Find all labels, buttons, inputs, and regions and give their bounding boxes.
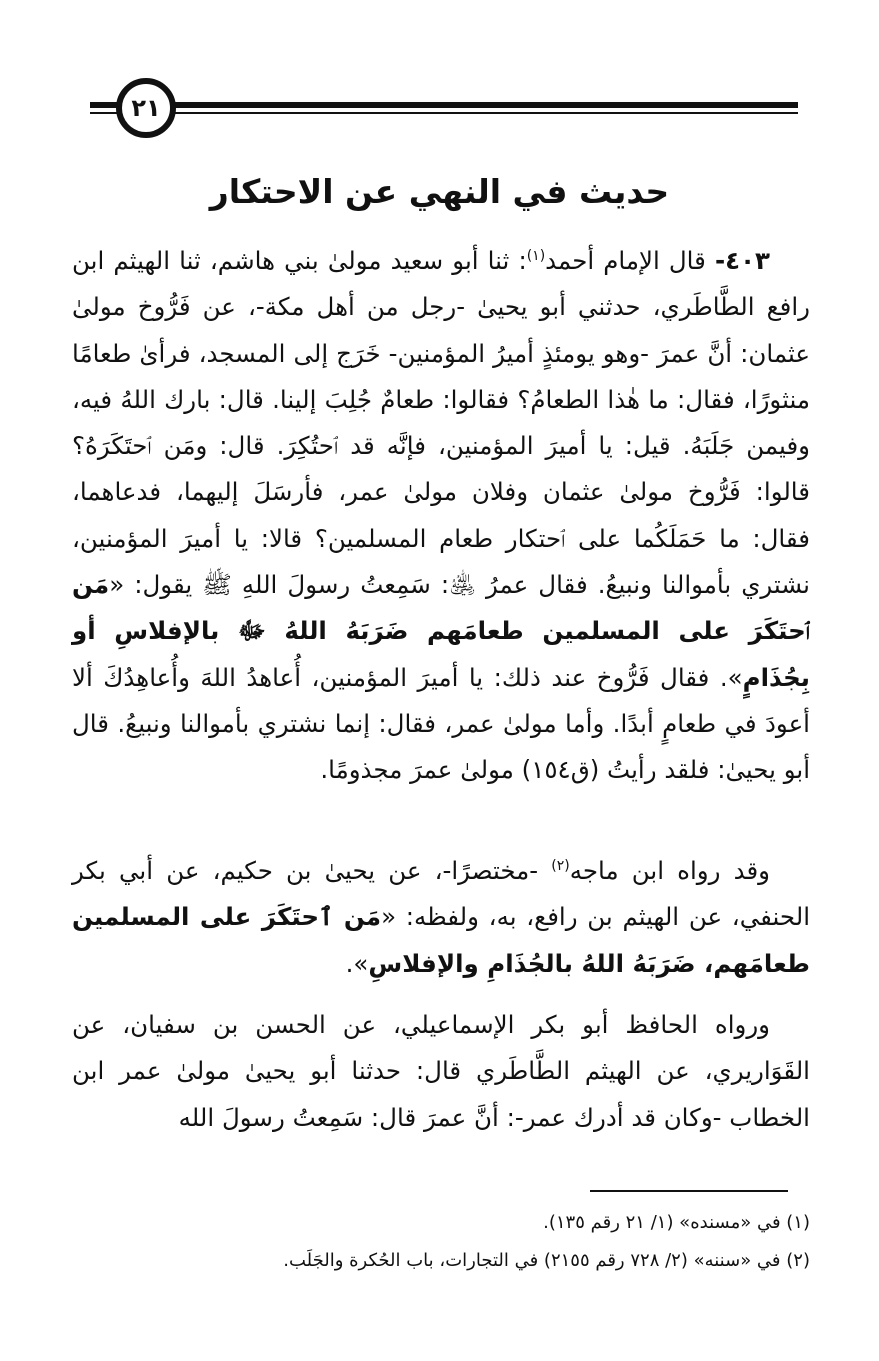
page-number-circle <box>116 78 176 138</box>
ibn-majah-paragraph <box>72 848 810 987</box>
header-rule-thin <box>90 112 798 114</box>
body-text: ». فقال فَرُّوخ عند ذلك: يا أميرَ المؤمنين، أُعاهدُ اللهَ وأُعاهِدُكَ ألا أعودَ في طعامٍ أبدًا. وأما مولىٰ عمر، فقال: إنما نشتري بأموالنا ونبيعُ. قال أبو يحيىٰ: فلقد رأيتُ (ق١٥٤) مولىٰ عمرَ مجذومًا. <box>72 662 810 785</box>
body-text: ». <box>345 948 369 978</box>
footnotes <box>72 1204 810 1280</box>
hadith-number: ٤٠٣- <box>714 246 770 275</box>
hadith-quote-text: مَن ٱحتَكَرَ على المسلمين طعامَهم ضَرَبَهُ اللهُ ﷻ بالإفلاسِ أو بِجُذَامٍ <box>72 570 810 692</box>
page-header <box>90 78 798 138</box>
body-text: وقد رواه ابن ماجه <box>569 856 770 885</box>
body-text: : ثنا أبو سعيد مولىٰ بني هاشم، ثنا الهيثم ابن رافع الطَّاطَري، حدثني أبو يحيىٰ -رجل من أهل مكة-، عن فَرُّوخ مولىٰ عثمان: أنَّ عمرَ -وهو يومئذٍ أميرُ المؤمنين- خَرَج إلى المسجد، فرأىٰ طعامًا منثورًا، فقال: ما هٰذا الطعامُ؟ فقالوا: طعامٌ جُلِبَ إلينا. قال: بارك اللهُ فيه، وفيمن جَلَبَهُ. قيل: يا أميرَ المؤمنين، فإنَّه قد ٱحتُكِرَ. قال: ومَن ٱحتَكَرَهُ؟ قالوا: فَرُّوخ مولىٰ عثمان وفلان مولىٰ عمر، فأرسَلَ إليهما، فدعاهما، فقال: ما حَمَلَكُما على ٱحتكار طعام المسلمين؟ قالا: يا أميرَ المؤمنين، نشتري بأموالنا ونبيعُ. فقال عمرُ ﵁: سَمِعتُ رسولَ اللهِ ﷺ يقول: « <box>72 246 810 600</box>
footnote-marker: (٢) <box>551 857 570 874</box>
body-text: -مختصرًا-، عن يحيىٰ بن حكيم، عن أبي بكر الحنفي، عن الهيثم بن رافع، به، ولفظه: « <box>72 856 811 932</box>
hadith-quote-text: مَن ٱحتَكَرَ على المسلمين طعامَهم، ضَرَبَهُ اللهُ بالجُذَامِ والإفلاسِ <box>72 902 810 978</box>
header-rule-thick <box>90 102 798 108</box>
paragraph-body: ورواه الحافظ أبو بكر الإسماعيلي، عن الحسن بن سفيان، عن القَوَاريري، عن الهيثم الطَّاطَري قال: حدثنا أبو يحيىٰ مولىٰ عمر ابن الخطاب -وكان قد أدرك عمر-: أنَّ عمرَ قال: سَمِعتُ رسولَ الله <box>72 1010 810 1132</box>
paragraph-body <box>72 238 810 794</box>
hadith-paragraph <box>72 238 810 794</box>
body-text: قال الإمام أحمد <box>545 246 715 275</box>
footnote-marker: (١) <box>526 247 546 264</box>
ismaili-paragraph <box>72 1002 810 1141</box>
footnote-2: (٢) في «سننه» (٢/ ٧٢٨ رقم ٢١٥٥) في التجارات، باب الحُكرة والجَلَب. <box>283 1250 810 1271</box>
page-number: ٢١ <box>131 94 161 122</box>
footnote-separator <box>590 1190 788 1192</box>
paragraph-segments <box>72 246 810 784</box>
paragraph-body <box>72 848 810 987</box>
footnote-1: (١) في «مسنده» (١/ ٢١ رقم ١٣٥). <box>543 1212 810 1233</box>
section-title: حديث في النهي عن الاحتكار <box>209 172 670 211</box>
